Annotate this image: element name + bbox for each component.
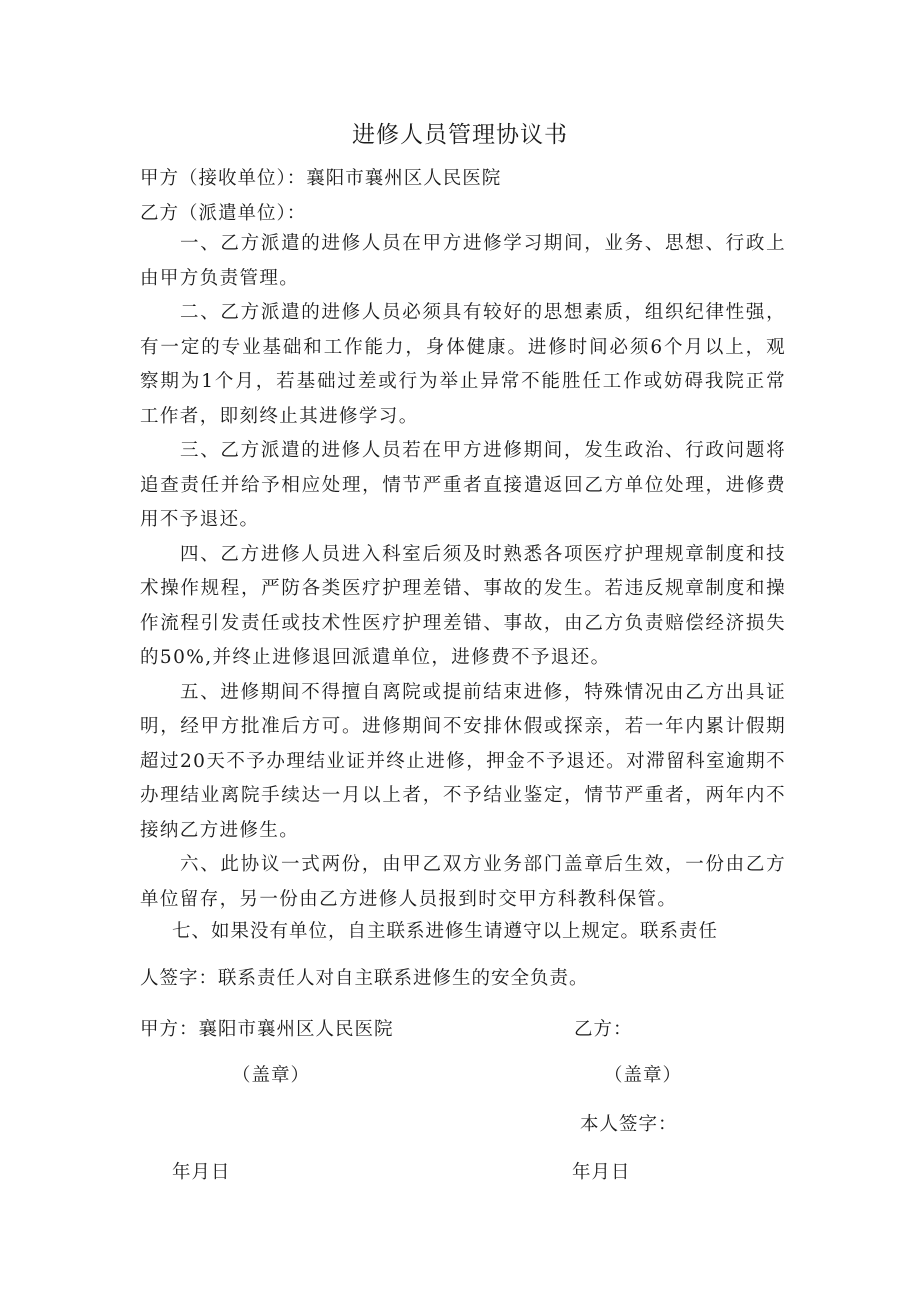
party-a-seal: （盖章） [232, 1065, 311, 1086]
personal-signature-label: 本人签字： [580, 1114, 678, 1135]
clause-3: 三、乙方派遣的进修人员若在甲方进修期间，发生政治、行政问题将追查责任并给予相应处理，情节严重者直接遣返回乙方单位处理，进修费用不予退还。 [140, 440, 786, 530]
party-b-line: 乙方（派遣单位）： [140, 203, 307, 224]
party-b-signature-label: 乙方： [574, 1019, 633, 1040]
clause-7-line-2: 人签字：联系责任人对自主联系进修生的安全负责。 [140, 968, 589, 989]
clause-1: 一、乙方派遣的进修人员在甲方进修学习期间，业务、思想、行政上由甲方负责管理。 [140, 233, 786, 289]
party-a-signature-label: 甲方：襄阳市襄州区人民医院 [140, 1019, 394, 1040]
party-a-line: 甲方（接收单位）：襄阳市襄州区人民医院 [140, 168, 502, 189]
party-a-date: 年月日 [172, 1162, 231, 1183]
clause-7-line-1: 七、如果没有单位，自主联系进修生请遵守以上规定。联系责任 [172, 921, 719, 942]
party-b-date: 年月日 [572, 1162, 631, 1183]
clause-5: 五、进修期间不得擅自离院或提前结束进修，特殊情况由乙方出具证明，经甲方批准后方可。进修期间不安排休假或探亲，若一年内累计假期超过20天不予办理结业证并终止进修，押金不予退还。对滞留科室逾期不办理结业离院手续达一月以上者，不予结业鉴定，情节严重者，两年内不接纳乙方进修生。 [140, 681, 786, 841]
clauses-body [140, 227, 786, 917]
clause-4: 四、乙方进修人员进入科室后须及时熟悉各项医疗护理规章制度和技术操作规程，严防各类医疗护理差错、事故的发生。若违反规章制度和操作流程引发责任或技术性医疗护理差错、事故，由乙方负责赔偿经济损失的50%,并终止进修退回派遣单位，进修费不予退还。 [140, 543, 786, 668]
clause-2: 二、乙方派遣的进修人员必须具有较好的思想素质，组织纪律性强，有一定的专业基础和工作能力，身体健康。进修时间必须6个月以上，观察期为1个月，若基础过差或行为举止异常不能胜任工作或妨碍我院正常工作者，即刻终止其进修学习。 [140, 302, 786, 427]
document-title: 进修人员管理协议书 [352, 122, 568, 148]
clause-6: 六、此协议一式两份，由甲乙双方业务部门盖章后生效，一份由乙方单位留存，另一份由乙方进修人员报到时交甲方科教科保管。 [140, 854, 786, 910]
party-b-seal: （盖章） [604, 1065, 683, 1086]
